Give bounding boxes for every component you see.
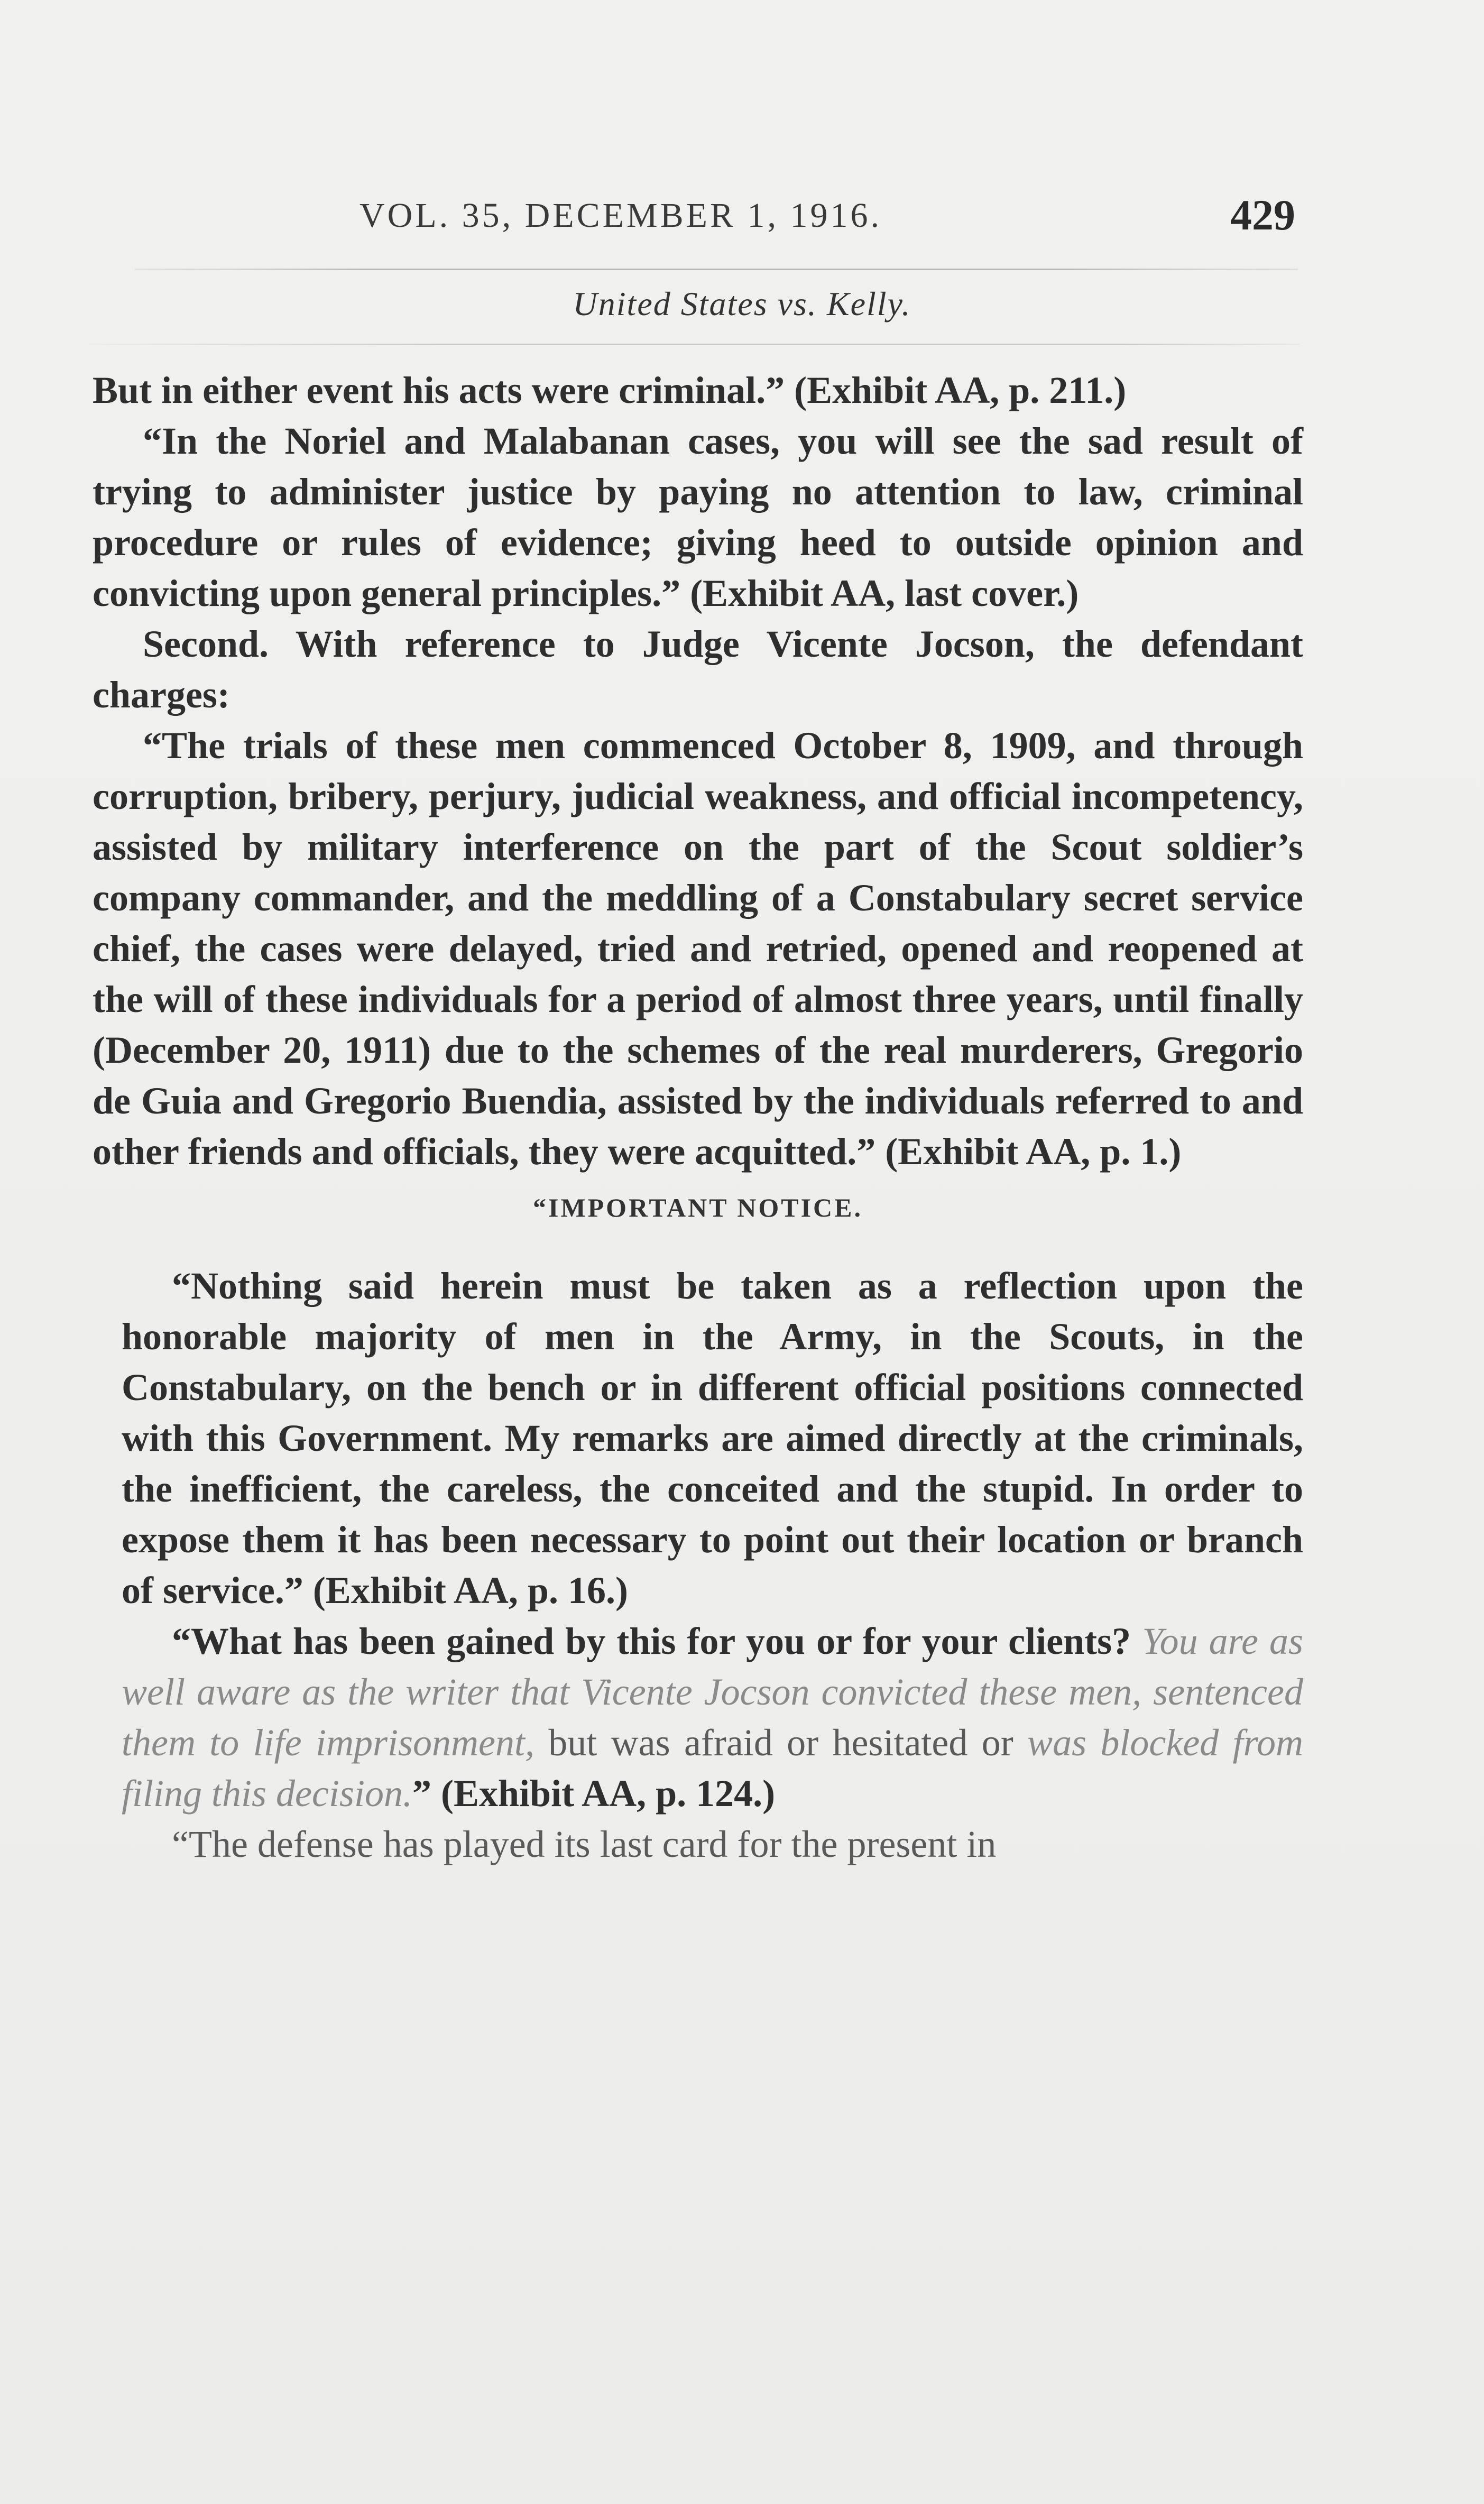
paragraph-continuation: But in either event his acts were criminal.” (Exhibit AA, p. 211.) [93,369,1127,411]
running-title: VOL. 35, DECEMBER 1, 1916. [360,196,882,235]
gained-italic-1: You are as well aware as the writer that Vicente Jocson convicted these men, sentenced them to life imprisonment, [122,1620,1304,1764]
gained-question: “What has been gained by this for you or for your clients? [172,1620,1142,1662]
notice-heading: “IMPORTANT NOTICE. [532,1193,863,1222]
header-rule-lower [89,344,1299,345]
paragraph-second-charge: Second. With reference to Judge Vicente Jocson, the defendant charges: [93,623,1303,716]
gained-citation: ” (Exhibit AA, p. 124.) [412,1772,776,1815]
gained-middle: but was afraid or hesitated or [534,1722,1028,1764]
page-number: 429 [1230,191,1295,239]
running-head [137,191,1295,259]
paragraph-noriel-quote: “In the Noriel and Malabanan cases, you will see the sad result of trying to administer justice by paying no attention to law, criminal procedure or rules of evidence; giving heed to outside opinion and convicting upon general principles.” (Exhibit AA, last cover.) [93,420,1303,614]
paragraph-gained [122,1616,1303,1819]
header-rule [135,269,1298,270]
paragraph-notice: “Nothing said herein must be taken as a reflection upon the honorable majority of men in the Army, in the Scouts, in the Constabulary, on the bench or in different official positions connected with this Government. My remarks are aimed directly at the criminals, the inefficient, the careless, the conceited and the stupid. In order to expose them it has been necessary to point out their location or branch of service.” (Exhibit AA, p. 16.) [122,1265,1303,1612]
paragraph-trials-quote: “The trials of these men commenced October 8, 1909, and through corruption, bribery, perjury, judicial weakness, and official incompetency, assisted by military interference on the part of the Scout soldier’s company commander, and the meddling of a Constabulary secret service chief, the cases were delayed, tried and retried, opened and reopened at the will of these individuals for a period of almost three years, until finally (December 20, 1911) due to the schemes of the real murderers, Gregorio de Guia and Gregorio Buendia, assisted by the individuals referred to and other friends and officials, they were acquitted.” (Exhibit AA, p. 1.) [93,724,1303,1173]
body-text [93,365,1303,1870]
case-title: United States vs. Kelly. [573,285,911,323]
notice-block [93,1260,1303,1870]
gained-italic-2: was blocked from filing this decision. [122,1722,1303,1815]
paragraph-defense: “The defense has played its last card for the present in [172,1823,997,1865]
